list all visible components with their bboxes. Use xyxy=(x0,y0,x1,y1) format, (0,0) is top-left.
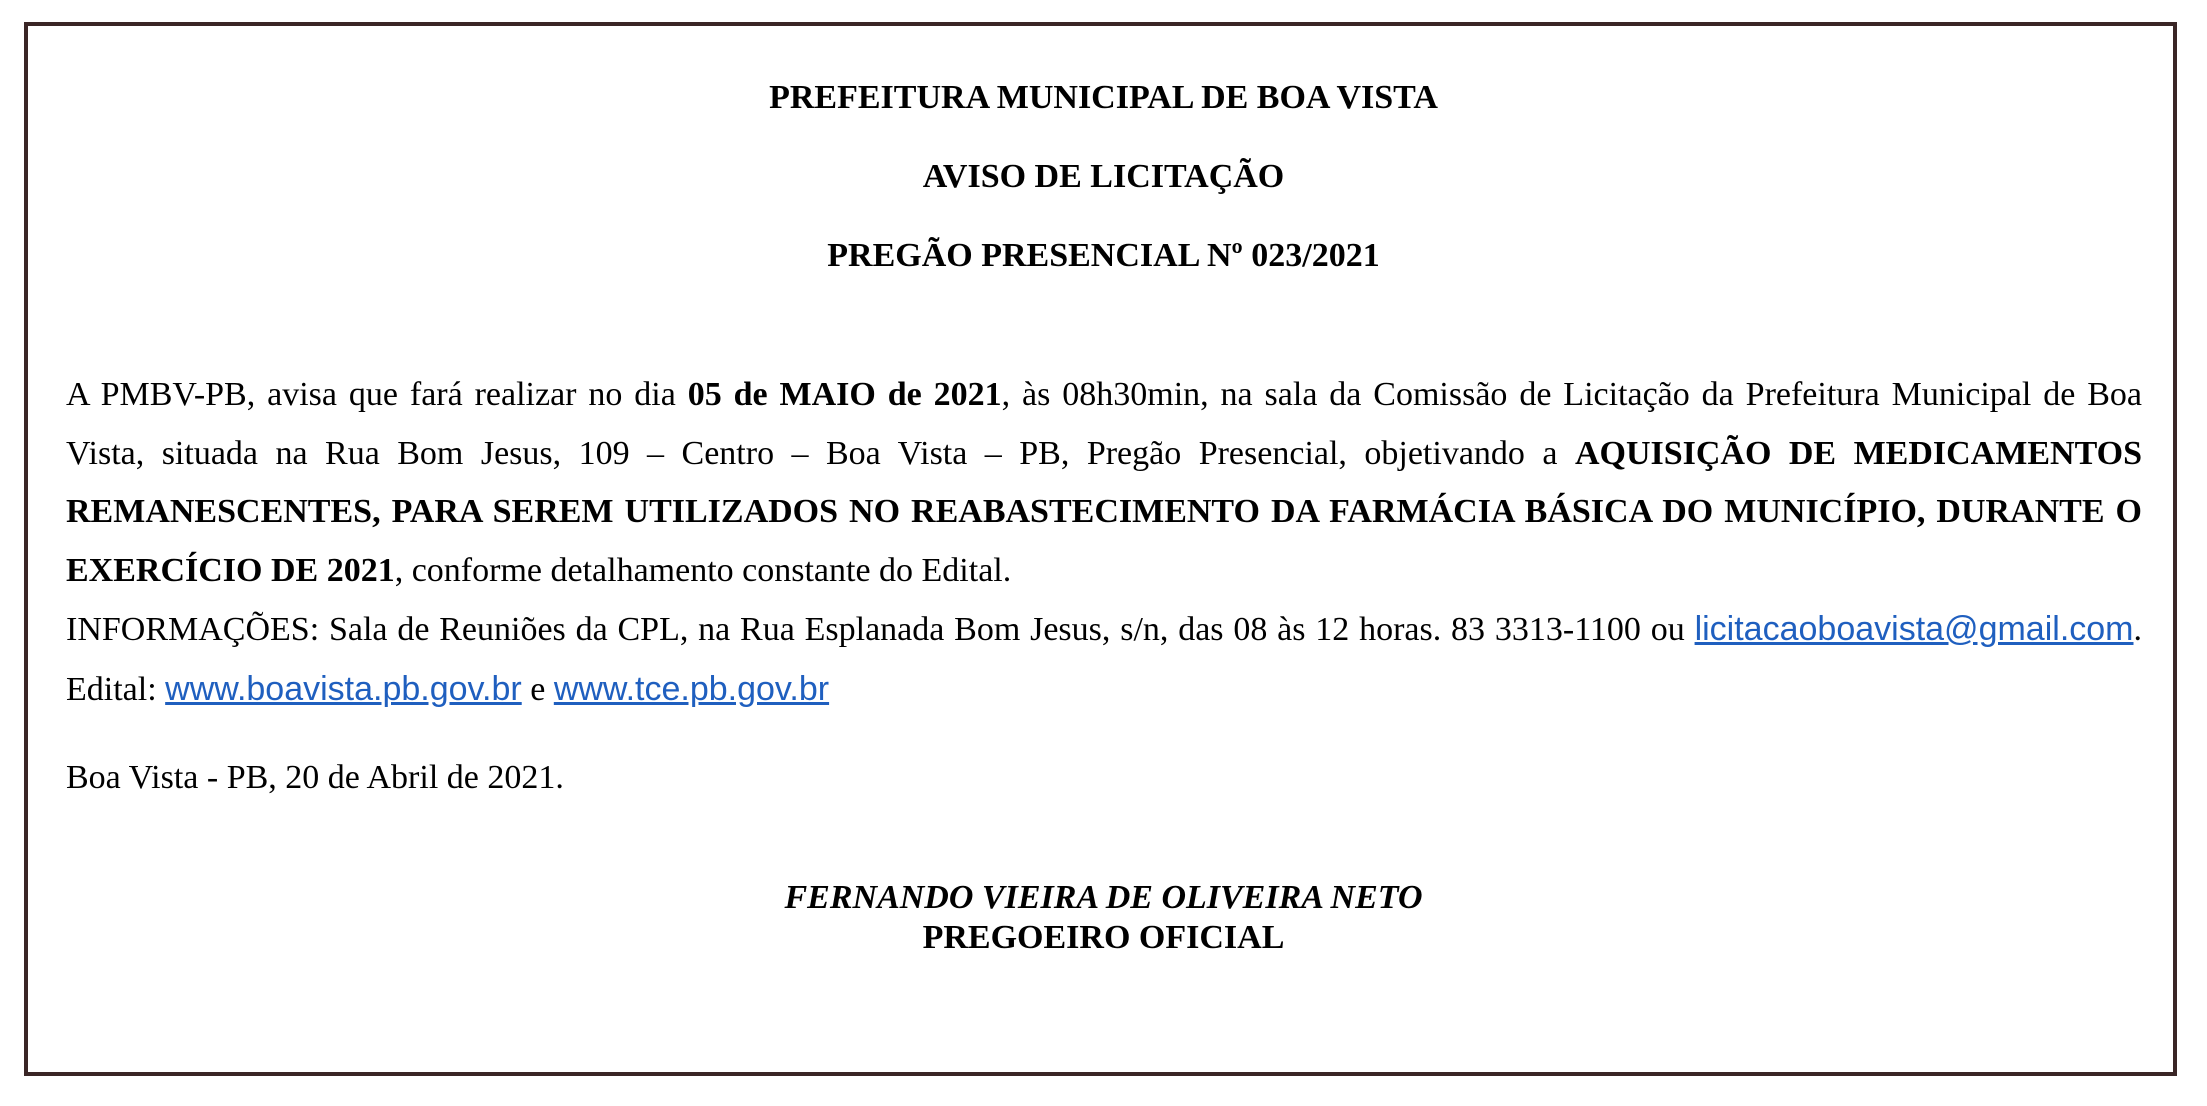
body-intro-1: A PMBV-PB, avisa que fará realizar no dia xyxy=(66,376,688,413)
auction-date: 05 de MAIO de 2021 xyxy=(687,376,1002,413)
email-link[interactable]: licitacaoboavista@gmail.com xyxy=(1694,610,2134,648)
notice-body xyxy=(66,366,2142,719)
info-text: INFORMAÇÕES: Sala de Reuniões da CPL, na Rua Esplanada Bom Jesus, s/n, das 08 às 12 horas. 83 3313-1100 ou xyxy=(66,611,1695,648)
link-connector: e xyxy=(521,670,554,708)
notice-title: AVISO DE LICITAÇÃO xyxy=(922,158,1285,195)
process-number: PREGÃO PRESENCIAL Nº 023/2021 xyxy=(827,237,1380,274)
edital-label: . Edital: xyxy=(66,611,2142,708)
signatory-role: PREGOEIRO OFICIAL xyxy=(922,919,1285,956)
org-heading: PREFEITURA MUNICIPAL DE BOA VISTA xyxy=(769,79,1438,116)
body-intro-2: , às 08h30min, na sala da Comissão de Licitação da Prefeitura Municipal de Boa Vista, situada na Rua Bom Jesus, 109 – Centro – Boa Vista – PB, Pregão Presencial, objetivando a xyxy=(66,376,2143,472)
site-link-tce[interactable]: www.tce.pb.gov.br xyxy=(553,669,830,708)
place-date: Boa Vista - PB, 20 de Abril de 2021. xyxy=(66,759,564,796)
site-link-boavista[interactable]: www.boavista.pb.gov.br xyxy=(165,669,522,708)
body-intro-3: , conforme detalhamento constante do Edital. xyxy=(394,551,1012,589)
signatory-name: FERNANDO VIEIRA DE OLIVEIRA NETO xyxy=(784,879,1423,916)
procurement-object: AQUISIÇÃO DE MEDICAMENTOS REMANESCENTES, PARA SEREM UTILIZADOS NO REABASTECIMENTO DA FARMÁCIA BÁSICA DO MUNICÍPIO, DURANTE O EXERCÍCIO DE 2021 xyxy=(66,434,2142,589)
